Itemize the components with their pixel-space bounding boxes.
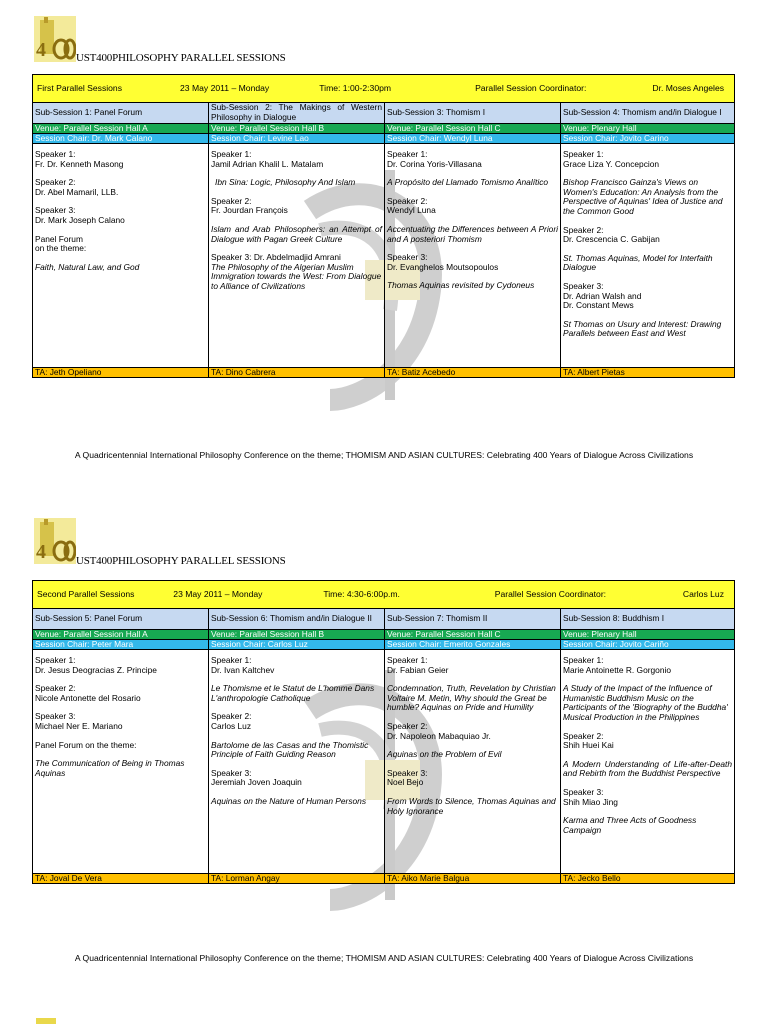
- speaker-entry: Speaker 2: Fr. Jourdan François: [211, 195, 288, 216]
- svg-text:4: 4: [36, 541, 46, 563]
- paper-title: Thomas Aquinas revisited by Cydoneus: [387, 280, 535, 291]
- session-chair: Session Chair: Jovito Cariño: [561, 640, 735, 650]
- paper-title: Aquinas on the Nature of Human Persons: [211, 795, 367, 806]
- coordinator-label: Parallel Session Coordinator:: [475, 82, 587, 93]
- conference-footer: A Quadricentennial International Philosophy Conference on the theme; THOMISM AND ASIAN CULTURES: Celebrating 400 Years of Dialogue Across Civilizations: [74, 450, 694, 460]
- venue-label: Venue: Parallel Session Hall A: [33, 124, 209, 134]
- venue-label: Venue: Parallel Session Hall A: [33, 630, 209, 640]
- speaker-entry: Speaker 1: Fr. Dr. Kenneth Masong: [35, 149, 124, 169]
- ust-400-logo-icon: [34, 16, 76, 62]
- venue-label: Venue: Parallel Session Hall B: [209, 630, 385, 640]
- paper-title: Accentuating the Differences between A Priori and A posteriori Thomism: [387, 223, 558, 244]
- sub-session-title: Sub-Session 5: Panel Forum: [33, 609, 209, 630]
- paper-title: St. Thomas Aquinas, Model for Interfaith Dialogue: [563, 252, 713, 273]
- session-chair: Session Chair: Dr. Mark Calano: [33, 134, 209, 144]
- paper-title: Faith, Natural Law, and God: [35, 261, 140, 272]
- paper-title: The Philosophy of the Algerian Muslim Immigration towards the West: From Dialogue to Alliance of Civilizations: [211, 261, 382, 291]
- session-label: Second Parallel Sessions: [37, 588, 135, 599]
- speaker-entry: Speaker 2: Dr. Crescencia C. Gabijan: [563, 224, 660, 245]
- speaker-entry: Speaker 2: Dr. Abel Mamaril, LLB.: [35, 177, 119, 197]
- paper-title: Le Thomisme et le Statut de L'homme Dans L'anthropologie Catholique: [211, 683, 375, 703]
- speaker-entry: Speaker 3: Dr. Evanghelos Moutsopoulos: [387, 252, 499, 272]
- ust-400-logo-icon: [36, 1018, 56, 1024]
- paper-title: A Study of the Impact of the Influence of Humanistic Buddhism Music on the Participants of the 'Biography of the Buddha' Musical Production in the Philippines: [563, 683, 728, 722]
- session-date: 23 May 2011 – Monday: [180, 82, 270, 93]
- ta-label: TA: Batiz Acebedo: [385, 368, 561, 378]
- second-parallel-sessions-table: [32, 580, 735, 884]
- paper-title: Bishop Francisco Gainza's Views on Women's Education: An Analysis from the Perspective of Aquinas' Idea of Justice and the Common Good: [563, 177, 723, 216]
- panel-theme-label: Panel Forum on the theme:: [35, 739, 137, 750]
- sub-session-title: Sub-Session 1: Panel Forum: [33, 103, 209, 124]
- session-chair: Session Chair: Emerito Gonzales: [385, 640, 561, 650]
- session-chair: Session Chair: Levine Lao: [209, 134, 385, 144]
- page-header-title: UST400PHILOSOPHY PARALLEL SESSIONS: [76, 52, 286, 64]
- sub-session-title: Sub-Session 4: Thomism and/in Dialogue I: [561, 103, 735, 124]
- page-header-title: UST400PHILOSOPHY PARALLEL SESSIONS: [76, 555, 286, 567]
- paper-title: A Propósito del Llamado Tomismo Analítico: [387, 177, 549, 188]
- ta-label: TA: Jeth Opeliano: [33, 368, 209, 378]
- ta-label: TA: Joval De Vera: [33, 874, 209, 884]
- speaker-entry: Speaker 2: Shih Huei Kai: [563, 730, 614, 751]
- speaker-entry: Speaker 1: Dr. Jesus Deogracias Z. Principe: [35, 655, 157, 675]
- speaker-entry: Speaker 3: Dr. Adrian Walsh and Dr. Constant Mews: [563, 280, 642, 311]
- venue-label: Venue: Parallel Session Hall B: [209, 124, 385, 134]
- paper-title: A Modern Understanding of Life-after-Death and Rebirth from the Buddhist Perspective: [563, 758, 732, 779]
- venue-label: Venue: Parallel Session Hall C: [385, 630, 561, 640]
- paper-title: The Communication of Being in Thomas Aquinas: [35, 758, 185, 778]
- session-chair: Session Chair: Carlos Luz: [209, 640, 385, 650]
- paper-title: St Thomas on Usury and Interest: Drawing Parallels between East and West: [563, 318, 722, 339]
- coordinator-name: Carlos Luz: [682, 588, 724, 599]
- speaker-entry: Speaker 1: Grace Liza Y. Concepcion: [563, 149, 660, 169]
- session-label: First Parallel Sessions: [37, 82, 123, 93]
- sub-session-title: Sub-Session 8: Buddhism I: [561, 609, 735, 630]
- sub-session-title: Sub-Session 2: The Makings of Western Philosophy in Dialogue: [209, 103, 385, 124]
- venue-label: Venue: Plenary Hall: [561, 630, 735, 640]
- session-date: 23 May 2011 – Monday: [173, 588, 263, 599]
- speaker-entry: Speaker 2: Dr. Napoleon Mabaquiao Jr.: [387, 720, 491, 741]
- session-time: Time: 1:00-2:30pm: [319, 82, 392, 93]
- speaker-entry: Speaker 3: Noel Bejo: [387, 767, 428, 788]
- coordinator-label: Parallel Session Coordinator:: [494, 588, 607, 599]
- session-time: Time: 4:30-6:00p.m.: [323, 588, 400, 599]
- speaker-entry: Speaker 1: Marie Antoinette R. Gorgonio: [563, 655, 672, 675]
- paper-title: Aquinas on the Problem of Evil: [387, 749, 502, 760]
- speaker-entry: Speaker 2: Carlos Luz: [211, 711, 252, 731]
- ta-label: TA: Lorman Angay: [209, 874, 385, 884]
- speaker-entry: Speaker 3: Jeremiah Joven Joaquin: [211, 767, 302, 788]
- speaker-entry: Speaker 1: Dr. Fabian Geier: [387, 655, 449, 675]
- speaker-entry: Speaker 3: Michael Ner E. Mariano: [35, 711, 123, 731]
- sub-session-title: Sub-Session 6: Thomism and/in Dialogue II: [209, 609, 385, 630]
- first-parallel-sessions-table: [32, 74, 735, 378]
- panel-theme-label: Panel Forum on the theme:: [35, 233, 87, 254]
- svg-text:4: 4: [36, 39, 46, 61]
- speaker-entry: Speaker 2: Wendyl Luna: [387, 195, 436, 216]
- coordinator-name: Dr. Moses Angeles: [652, 82, 725, 93]
- sub-session-title: Sub-Session 3: Thomism I: [385, 103, 561, 124]
- paper-title: Islam and Arab Philosophers: an Attempt of Dialogue with Pagan Greek Culture: [211, 223, 382, 244]
- paper-title: Condemnation, Truth, Revelation by Christian Voltaire M. Metin, Why should the Great be humble? Aquinas on Pride and Humility: [387, 683, 556, 713]
- paper-title: From Words to Silence, Thomas Aquinas and Holy Ignorance: [387, 795, 556, 816]
- session-chair: Session Chair: Jovito Carino: [561, 134, 735, 144]
- speaker-entry: Speaker 3: Dr. Mark Joseph Calano: [35, 205, 125, 225]
- ta-label: TA: Albert Pietas: [561, 368, 735, 378]
- conference-footer: A Quadricentennial International Philosophy Conference on the theme; THOMISM AND ASIAN CULTURES: Celebrating 400 Years of Dialogue Across Civilizations: [74, 953, 694, 963]
- speaker-entry: Speaker 3: Shih Miao Jing: [563, 786, 618, 807]
- session-chair: Session Chair: Peter Mara: [33, 640, 209, 650]
- session-header-row: [33, 581, 735, 609]
- session-header-row: [33, 75, 735, 103]
- speaker-entry: Speaker 1: Dr. Corina Yoris-Villasana: [387, 149, 482, 169]
- session-chair: Session Chair: Wendyl Luna: [385, 134, 561, 144]
- sub-session-title: Sub-Session 7: Thomism II: [385, 609, 561, 630]
- venue-label: Venue: Parallel Session Hall C: [385, 124, 561, 134]
- speaker-entry: Speaker 2: Nicole Antonette del Rosario: [35, 683, 141, 703]
- paper-title: Karma and Three Acts of Goodness Campaign: [563, 815, 697, 835]
- venue-label: Venue: Plenary Hall: [561, 124, 735, 134]
- speaker-entry: Speaker 1: Dr. Ivan Kaltchev: [211, 655, 275, 675]
- ta-label: TA: Dino Cabrera: [209, 368, 385, 378]
- ta-label: TA: Aiko Marie Balgua: [385, 874, 561, 884]
- speaker-entry: Speaker 1: Jamil Adrian Khalil L. Matalam: [211, 149, 324, 169]
- paper-title: Bartolome de las Casas and the Thomistic Principle of Faith Guiding Reason: [211, 739, 369, 760]
- ta-label: TA: Jecko Bello: [561, 874, 735, 884]
- paper-title: Ibn Sina: Logic, Philosophy And Islam: [215, 177, 356, 188]
- speaker-entry: Speaker 3: Dr. Abdelmadjid Amrani: [211, 252, 341, 263]
- ust-400-logo-icon: [34, 518, 76, 564]
